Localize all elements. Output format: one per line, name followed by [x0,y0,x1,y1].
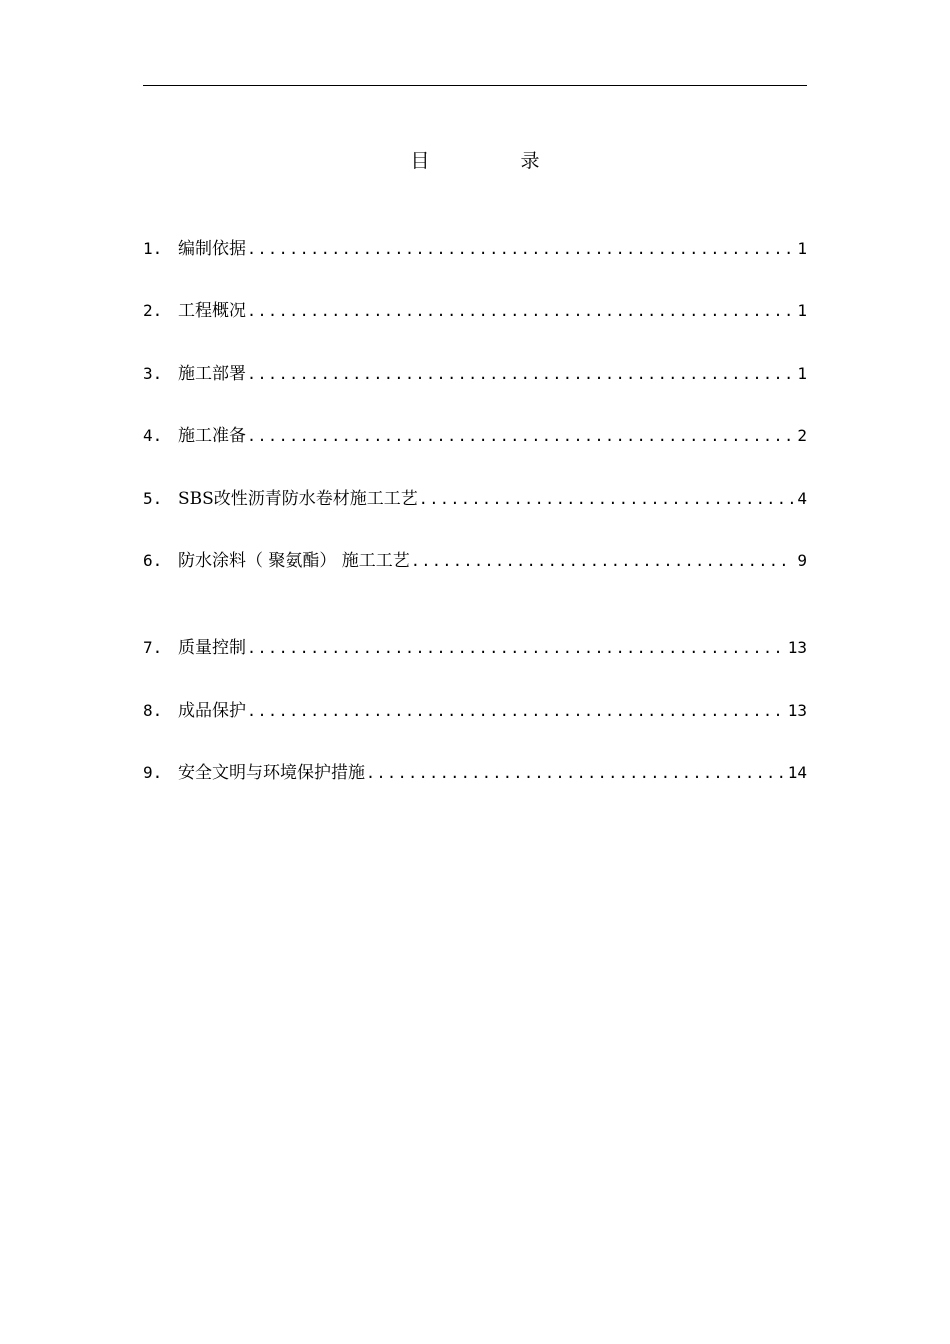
toc-entry-page: 1 [797,239,807,258]
toc-entry-2[interactable] [143,298,807,324]
toc-entry-title: 施工部署 [178,364,246,384]
toc-entry-page: 1 [797,301,807,320]
toc-entry-number: 1. [143,239,163,258]
toc-entry-title: 防水涂料（ 聚氨酯） 施工工艺 [178,551,410,571]
toc-entry-title: 工程概况 [178,301,246,321]
toc-entry-number: 5. [143,489,163,508]
toc-dot-leader [247,236,793,262]
toc-entry-number: 3. [143,364,163,383]
toc-entry-3[interactable] [143,361,807,387]
toc-entry-4[interactable] [143,423,807,449]
toc-dot-leader [366,760,784,786]
toc-entry-8[interactable] [143,698,807,724]
toc-entry-number: 4. [143,426,163,445]
toc-entry-title: 编制依据 [178,239,246,259]
toc-entry-page: 1 [797,364,807,383]
toc-entry-title: 成品保护 [178,701,246,721]
toc-entry-number: 7. [143,638,163,657]
toc-dot-leader [247,698,784,724]
toc-entry-6[interactable] [143,548,807,574]
toc-entry-1[interactable] [143,236,807,262]
toc-entry-title: 安全文明与环境保护措施 [178,763,365,783]
toc-dot-leader [411,548,794,574]
toc-dot-leader [247,361,793,387]
toc-dot-leader [247,423,793,449]
toc-entry-9[interactable] [143,760,807,786]
toc-entry-title: SBS改性沥青防水卷材施工工艺 [178,489,418,509]
toc-dot-leader [247,635,784,661]
toc-entry-page: 9 [797,551,807,570]
toc-dot-leader [419,486,794,512]
toc-title: 目 录 [410,150,576,172]
toc-entry-number: 6. [143,551,163,570]
toc-entry-7[interactable] [143,635,807,661]
toc-dot-leader [247,298,793,324]
toc-entry-5[interactable] [143,486,807,512]
toc-entry-number: 2. [143,301,163,320]
toc-entry-number: 8. [143,701,163,720]
toc-entry-title: 施工准备 [178,426,246,446]
toc-entry-page: 4 [797,489,807,508]
toc-entry-number: 9. [143,763,163,782]
toc-entry-page: 13 [787,701,807,720]
toc-entry-page: 14 [787,763,807,782]
toc-list [143,0,807,1344]
toc-entry-title: 质量控制 [178,638,246,658]
toc-entry-page: 2 [797,426,807,445]
toc-entry-page: 13 [787,638,807,657]
